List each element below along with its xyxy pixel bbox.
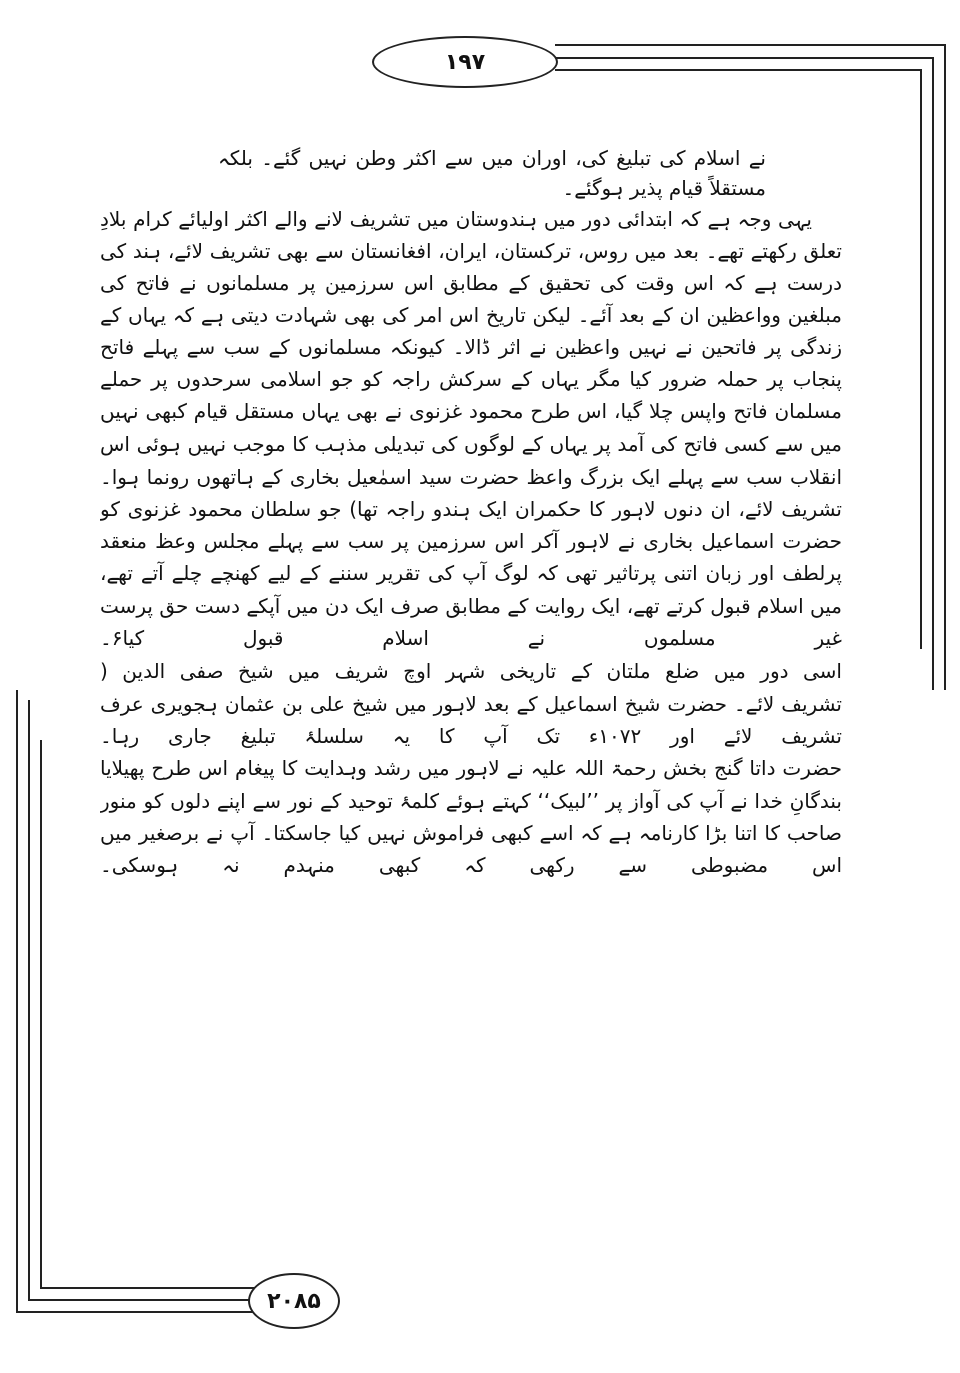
text-line: زندگی پر فاتحین نے نہیں واعظین نے اثر ڈالا۔ کیونکہ مسلمانوں کے سب سے پہلے فاتح: [100, 335, 842, 359]
text-line: تعلق رکھتے تھے۔ بعد میں روس، ترکستان، ایران، افغانستان سے بھی تشریف لائے، ہند کی: [100, 239, 842, 263]
text-line: مبلغین وواعظین ان کے بعد آئے۔ لیکن تاریخ اس امر کی بھی شہادت دیتی ہے کہ یہاں کے: [100, 303, 842, 327]
text-line: حضرت داتا گنج بخش رحمۃ اللہ علیہ نے لاہور میں رشد وہدایت کا پیغام اس طرح پھیلایا: [100, 756, 842, 780]
text-line: [100, 982, 812, 1012]
text-line: پرلطف اور زبان اتنی پرتاثیر تھی کہ لوگ آپ کی تقریر سننے کے لیے کھنچے چلے آتے تھے،: [100, 561, 842, 585]
text-line: اس مضبوطی سے رکھی کہ کبھی منہدم نہ ہوسکی۔: [100, 853, 842, 877]
top-frame-line-1: [555, 44, 945, 46]
left-frame-line-2: [28, 700, 30, 1300]
bottom-frame-line-2: [28, 1299, 256, 1301]
text-line: پنجاب پر حملہ ضرور کیا مگر یہاں کے سرکش راجہ کو جو اسلامی سرحدوں پر حملے: [100, 367, 842, 391]
right-frame-line-3: [920, 69, 922, 649]
text-line: انقلاب سب سے پہلے ایک بزرگ واعظ حضرت سید اسمٰعیل بخاری کے ہاتھوں رونما ہوا۔: [100, 465, 842, 489]
top-page-number: ۱۹۷: [372, 36, 558, 88]
left-frame-line-3: [40, 740, 42, 1288]
right-frame-line-1: [944, 44, 946, 690]
text-line: بندگانِ خدا نے آپ کی آواز پر ’’لبیک‘‘ کہتے ہوئے کلمۂ توحید کے نور سے اپنے دلوں کو منور: [100, 789, 842, 813]
text-line: مستقلاً قیام پذیر ہوگئے۔: [562, 176, 766, 200]
top-frame-line-3: [555, 69, 921, 71]
text-line: تشریف لائے اور ۱۰۷۲ء تک آپ کا یہ سلسلۂ تبلیغ جاری رہا۔: [100, 724, 842, 748]
text-line: میں اسلام قبول کرتے تھے، ایک روایت کے مطابق صرف ایک دن میں آپکے دست حق پرست: [100, 594, 842, 618]
right-frame-line-2: [932, 57, 934, 690]
text-line: [100, 1146, 842, 1176]
text-line: [100, 916, 842, 946]
text-line: تشریف لائے، ان دنوں لاہور کا حکمران ایک ہندو راجہ تھا) جو سلطان محمود غزنوی کو: [100, 497, 842, 521]
text-line: نے اسلام کی تبلیغ کی، اوران میں سے اکثر وطن نہیں گئے۔ بلکہ: [218, 146, 766, 170]
bottom-frame-line-3: [40, 1287, 256, 1289]
text-line: صاحب کا اتنا بڑا کارنامہ ہے کہ اسے کبھی فراموش نہیں کیا جاسکتا۔ آپ نے برصغیر میں: [100, 821, 842, 845]
text-line: [100, 884, 842, 914]
text-line: مسلمان فاتح واپس چلا گیا، اس طرح محمود غزنوی نے بھی یہاں مستقل قیام کبھی نہیں: [100, 399, 842, 423]
text-line: حضرت اسماعیل بخاری نے لاہور آکر اس سرزمین پر سب سے پہلے مجلس وعظ منعقد: [100, 529, 842, 553]
bottom-frame-line-1: [16, 1311, 256, 1313]
bottom-page-number: ۲۰۸۵: [248, 1273, 340, 1329]
top-frame-line-2: [555, 57, 933, 59]
text-line: یہی وجہ ہے کہ ابتدائی دور میں ہندوستان میں تشریف لانے والے اکثر اولیائے کرام بلادِ: [100, 207, 812, 231]
text-line: تشریف لائے۔ حضرت شیخ اسماعیل کے بعد لاہور میں شیخ علی بن عثمان ہجویری عرف: [100, 692, 842, 716]
text-line: میں سے کسی فاتح کی آمد پر یہاں کے لوگوں کی تبدیلی مذہب کا موجب نہیں ہوئی اس: [100, 432, 842, 456]
text-line: اسی دور میں ضلع ملتان کے تاریخی شہر اوچ شریف میں شیخ صفی الدین (: [100, 659, 842, 683]
left-frame-line-1: [16, 690, 18, 1312]
text-line: [100, 1079, 812, 1109]
text-line: [100, 1112, 842, 1142]
text-line: غیر مسلموں نے اسلام قبول کیا۶۔: [100, 626, 842, 650]
text-line: [100, 1014, 842, 1044]
text-line: درست ہے کہ اس وقت کی تحقیق کے مطابق اس سرزمین پر مسلمانوں نے فاتح کی: [100, 271, 842, 295]
